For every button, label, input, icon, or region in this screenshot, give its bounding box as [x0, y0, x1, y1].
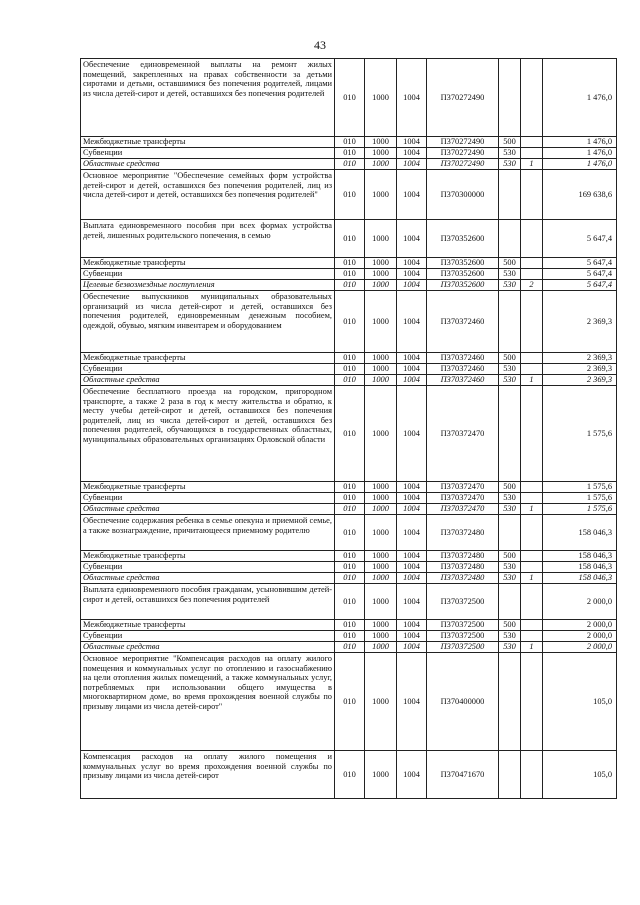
budget-table [80, 58, 617, 799]
row-target-code: П370372460 [427, 364, 499, 375]
row-target-code: П370372480 [427, 551, 499, 562]
row-target-code: П370372460 [427, 353, 499, 364]
row-source-code [521, 584, 543, 620]
row-source-code [521, 170, 543, 220]
row-target-code: П370372480 [427, 562, 499, 573]
row-subsection-code: 1004 [397, 493, 427, 504]
row-ministry-code: 010 [335, 258, 365, 269]
row-ministry-code: 010 [335, 291, 365, 353]
row-expense-type-code [499, 59, 521, 137]
table-row [81, 148, 617, 159]
row-source-code [521, 493, 543, 504]
row-subsection-code: 1004 [397, 159, 427, 170]
row-name: Выплата единовременного пособия гражданам, усыновившим детей-сирот и детей, оставшихся без попечения родителей [81, 584, 335, 620]
table-row [81, 280, 617, 291]
row-target-code: П370372500 [427, 620, 499, 631]
row-amount: 5 647,4 [543, 280, 617, 291]
row-name: Основное мероприятие "Обеспечение семейных форм устройства детей-сирот и детей, оставшихся без попечения родителей, лиц из числа детей-сирот и детей, оставшихся без попечения родителей" [81, 170, 335, 220]
row-subsection-code: 1004 [397, 386, 427, 482]
row-expense-type-code: 500 [499, 482, 521, 493]
row-expense-type-code [499, 386, 521, 482]
row-section-code: 1000 [365, 375, 397, 386]
row-amount: 5 647,4 [543, 258, 617, 269]
row-ministry-code: 010 [335, 280, 365, 291]
row-amount: 1 575,6 [543, 504, 617, 515]
row-section-code: 1000 [365, 59, 397, 137]
table-row [81, 551, 617, 562]
row-ministry-code: 010 [335, 137, 365, 148]
table-row [81, 364, 617, 375]
row-name: Субвенции [81, 562, 335, 573]
row-amount: 158 046,3 [543, 573, 617, 584]
row-ministry-code: 010 [335, 551, 365, 562]
row-name: Областные средства [81, 504, 335, 515]
row-amount: 158 046,3 [543, 562, 617, 573]
row-expense-type-code: 500 [499, 137, 521, 148]
row-amount: 1 476,0 [543, 137, 617, 148]
row-source-code [521, 551, 543, 562]
row-expense-type-code: 500 [499, 353, 521, 364]
row-ministry-code: 010 [335, 59, 365, 137]
row-amount: 2 000,0 [543, 642, 617, 653]
row-section-code: 1000 [365, 137, 397, 148]
row-subsection-code: 1004 [397, 148, 427, 159]
row-subsection-code: 1004 [397, 375, 427, 386]
table-row [81, 258, 617, 269]
row-section-code: 1000 [365, 573, 397, 584]
row-name: Обеспечение содержания ребенка в семье опекуна и приемной семье, а также вознаграждение, причитающееся приемному родителю [81, 515, 335, 551]
row-amount: 105,0 [543, 653, 617, 751]
row-expense-type-code: 530 [499, 159, 521, 170]
row-target-code: П370372480 [427, 573, 499, 584]
row-expense-type-code [499, 653, 521, 751]
row-expense-type-code: 500 [499, 551, 521, 562]
row-amount: 158 046,3 [543, 515, 617, 551]
row-source-code [521, 291, 543, 353]
row-subsection-code: 1004 [397, 551, 427, 562]
row-subsection-code: 1004 [397, 258, 427, 269]
row-source-code: 1 [521, 504, 543, 515]
table-row [81, 653, 617, 751]
table-row [81, 515, 617, 551]
row-ministry-code: 010 [335, 170, 365, 220]
page-number: 43 [314, 38, 326, 52]
row-name: Межбюджетные трансферты [81, 482, 335, 493]
row-name: Обеспечение выпускников муниципальных образовательных организаций из числа детей-сирот и детей, оставшихся без попечения родителей, единовременным денежным пособием, одеждой, обувью, мягким инвентарем и оборудованием [81, 291, 335, 353]
row-amount: 158 046,3 [543, 551, 617, 562]
row-amount: 1 476,0 [543, 148, 617, 159]
table-row [81, 386, 617, 482]
row-name: Субвенции [81, 364, 335, 375]
row-expense-type-code: 530 [499, 269, 521, 280]
table-row [81, 291, 617, 353]
table-row [81, 584, 617, 620]
row-expense-type-code: 530 [499, 493, 521, 504]
row-source-code: 1 [521, 159, 543, 170]
row-expense-type-code [499, 515, 521, 551]
row-source-code: 2 [521, 280, 543, 291]
table-row [81, 159, 617, 170]
row-ministry-code: 010 [335, 493, 365, 504]
row-target-code: П370372470 [427, 482, 499, 493]
row-subsection-code: 1004 [397, 562, 427, 573]
row-subsection-code: 1004 [397, 631, 427, 642]
row-name: Выплата единовременного пособия при всех формах устройства детей, лишенных родительского попечения, в семью [81, 220, 335, 258]
row-section-code: 1000 [365, 653, 397, 751]
row-name: Областные средства [81, 375, 335, 386]
table-row [81, 493, 617, 504]
row-section-code: 1000 [365, 280, 397, 291]
row-source-code [521, 220, 543, 258]
row-target-code: П370272490 [427, 59, 499, 137]
row-source-code [521, 137, 543, 148]
row-target-code: П370272490 [427, 159, 499, 170]
row-subsection-code: 1004 [397, 137, 427, 148]
row-section-code: 1000 [365, 364, 397, 375]
row-section-code: 1000 [365, 551, 397, 562]
row-target-code: П370400000 [427, 653, 499, 751]
row-section-code: 1000 [365, 504, 397, 515]
row-name: Областные средства [81, 159, 335, 170]
row-section-code: 1000 [365, 220, 397, 258]
table-row [81, 631, 617, 642]
row-ministry-code: 010 [335, 642, 365, 653]
row-source-code [521, 258, 543, 269]
row-subsection-code: 1004 [397, 642, 427, 653]
table-row [81, 751, 617, 799]
row-amount: 1 575,6 [543, 493, 617, 504]
row-name: Областные средства [81, 642, 335, 653]
row-ministry-code: 010 [335, 504, 365, 515]
row-name: Обеспечение бесплатного проезда на городском, пригородном транспорте, а также 2 раза в год к месту жительства и обратно, к месту учебы детей-сирот и детей, оставшихся без попечения родителей, лиц из числа детей-сирот и детей, оставшихся без попечения родителей, обучающихся в государственных областных, муниципальных образовательных организациях Орловской области [81, 386, 335, 482]
row-name: Межбюджетные трансферты [81, 353, 335, 364]
row-section-code: 1000 [365, 353, 397, 364]
row-source-code [521, 620, 543, 631]
row-subsection-code: 1004 [397, 364, 427, 375]
row-name: Основное мероприятие "Компенсация расходов на оплату жилого помещения и коммунальных услуг по отоплению и газоснабжению на цели отопления жилых помещений, а также коммунальных услуг, потребляемых при использовании общего имущества в многоквартирном доме, во время прохождения военной службы по призыву лицами из числа детей-сирот" [81, 653, 335, 751]
row-section-code: 1000 [365, 258, 397, 269]
row-section-code: 1000 [365, 631, 397, 642]
row-expense-type-code: 530 [499, 562, 521, 573]
row-ministry-code: 010 [335, 515, 365, 551]
row-expense-type-code: 500 [499, 258, 521, 269]
row-source-code [521, 751, 543, 799]
row-expense-type-code: 530 [499, 631, 521, 642]
row-source-code [521, 353, 543, 364]
row-subsection-code: 1004 [397, 515, 427, 551]
row-name: Межбюджетные трансферты [81, 551, 335, 562]
table-row [81, 573, 617, 584]
row-expense-type-code: 500 [499, 620, 521, 631]
row-amount: 2 369,3 [543, 291, 617, 353]
row-source-code: 1 [521, 375, 543, 386]
row-source-code [521, 631, 543, 642]
row-subsection-code: 1004 [397, 620, 427, 631]
table-row [81, 482, 617, 493]
row-target-code: П370372470 [427, 504, 499, 515]
row-section-code: 1000 [365, 620, 397, 631]
row-amount: 2 000,0 [543, 584, 617, 620]
row-source-code [521, 59, 543, 137]
row-source-code: 1 [521, 573, 543, 584]
row-subsection-code: 1004 [397, 482, 427, 493]
row-expense-type-code: 530 [499, 148, 521, 159]
table-row [81, 220, 617, 258]
row-ministry-code: 010 [335, 482, 365, 493]
row-source-code [521, 364, 543, 375]
row-target-code: П370352600 [427, 269, 499, 280]
row-target-code: П370372500 [427, 584, 499, 620]
row-source-code [521, 562, 543, 573]
row-ministry-code: 010 [335, 269, 365, 280]
row-target-code: П370272490 [427, 148, 499, 159]
row-subsection-code: 1004 [397, 291, 427, 353]
row-name: Субвенции [81, 148, 335, 159]
row-section-code: 1000 [365, 493, 397, 504]
row-amount: 2 369,3 [543, 375, 617, 386]
row-amount: 1 575,6 [543, 386, 617, 482]
row-expense-type-code: 530 [499, 642, 521, 653]
row-target-code: П370352600 [427, 220, 499, 258]
row-name: Межбюджетные трансферты [81, 620, 335, 631]
row-section-code: 1000 [365, 642, 397, 653]
row-ministry-code: 010 [335, 220, 365, 258]
row-amount: 2 369,3 [543, 353, 617, 364]
row-expense-type-code [499, 584, 521, 620]
row-section-code: 1000 [365, 170, 397, 220]
row-target-code: П370352600 [427, 258, 499, 269]
row-section-code: 1000 [365, 515, 397, 551]
row-target-code: П370272490 [427, 137, 499, 148]
row-source-code [521, 653, 543, 751]
row-section-code: 1000 [365, 148, 397, 159]
row-amount: 1 476,0 [543, 59, 617, 137]
table-row [81, 137, 617, 148]
row-section-code: 1000 [365, 584, 397, 620]
row-expense-type-code: 530 [499, 280, 521, 291]
row-ministry-code: 010 [335, 148, 365, 159]
row-subsection-code: 1004 [397, 353, 427, 364]
row-ministry-code: 010 [335, 751, 365, 799]
row-name: Субвенции [81, 493, 335, 504]
row-amount: 1 476,0 [543, 159, 617, 170]
table-row [81, 269, 617, 280]
row-amount: 2 369,3 [543, 364, 617, 375]
row-name: Субвенции [81, 269, 335, 280]
row-expense-type-code: 530 [499, 364, 521, 375]
row-name: Обеспечение единовременной выплаты на ремонт жилых помещений, закрепленных на правах собственности за детьми сиротами и детьми, оставшимися без попечения родителей, лицами из числа детей-сирот и детей, оставшихся без попечения родителей [81, 59, 335, 137]
row-source-code [521, 269, 543, 280]
row-source-code [521, 482, 543, 493]
row-amount: 5 647,4 [543, 220, 617, 258]
row-expense-type-code [499, 220, 521, 258]
row-ministry-code: 010 [335, 364, 365, 375]
row-amount: 2 000,0 [543, 620, 617, 631]
row-section-code: 1000 [365, 269, 397, 280]
row-ministry-code: 010 [335, 573, 365, 584]
row-ministry-code: 010 [335, 375, 365, 386]
row-subsection-code: 1004 [397, 584, 427, 620]
row-expense-type-code [499, 751, 521, 799]
row-subsection-code: 1004 [397, 170, 427, 220]
row-expense-type-code [499, 291, 521, 353]
row-name: Областные средства [81, 573, 335, 584]
row-name: Целевые безвозмездные поступления [81, 280, 335, 291]
row-ministry-code: 010 [335, 353, 365, 364]
row-target-code: П370372480 [427, 515, 499, 551]
table-row [81, 562, 617, 573]
row-amount: 169 638,6 [543, 170, 617, 220]
row-amount: 5 647,4 [543, 269, 617, 280]
table-row [81, 353, 617, 364]
row-target-code: П370352600 [427, 280, 499, 291]
row-section-code: 1000 [365, 562, 397, 573]
row-name: Субвенции [81, 631, 335, 642]
row-expense-type-code: 530 [499, 504, 521, 515]
row-expense-type-code: 530 [499, 573, 521, 584]
row-section-code: 1000 [365, 159, 397, 170]
row-name: Компенсация расходов на оплату жилого помещения и коммунальных услуг во время прохождения военной службы по призыву лицами из числа детей-сирот [81, 751, 335, 799]
row-subsection-code: 1004 [397, 751, 427, 799]
row-target-code: П370372460 [427, 375, 499, 386]
row-target-code: П370372470 [427, 493, 499, 504]
row-target-code: П370372470 [427, 386, 499, 482]
row-subsection-code: 1004 [397, 269, 427, 280]
row-section-code: 1000 [365, 482, 397, 493]
table-row [81, 642, 617, 653]
row-subsection-code: 1004 [397, 280, 427, 291]
row-subsection-code: 1004 [397, 653, 427, 751]
row-section-code: 1000 [365, 386, 397, 482]
row-target-code: П370372460 [427, 291, 499, 353]
row-source-code: 1 [521, 642, 543, 653]
table-row [81, 504, 617, 515]
row-source-code [521, 515, 543, 551]
table-row [81, 59, 617, 137]
row-subsection-code: 1004 [397, 220, 427, 258]
row-target-code: П370471670 [427, 751, 499, 799]
row-source-code [521, 386, 543, 482]
row-ministry-code: 010 [335, 584, 365, 620]
row-ministry-code: 010 [335, 386, 365, 482]
row-amount: 2 000,0 [543, 631, 617, 642]
table-row [81, 375, 617, 386]
row-expense-type-code [499, 170, 521, 220]
row-subsection-code: 1004 [397, 59, 427, 137]
row-section-code: 1000 [365, 291, 397, 353]
row-ministry-code: 010 [335, 159, 365, 170]
row-subsection-code: 1004 [397, 573, 427, 584]
row-ministry-code: 010 [335, 653, 365, 751]
row-amount: 105,0 [543, 751, 617, 799]
table-row [81, 170, 617, 220]
row-name: Межбюджетные трансферты [81, 258, 335, 269]
row-expense-type-code: 530 [499, 375, 521, 386]
row-subsection-code: 1004 [397, 504, 427, 515]
row-target-code: П370300000 [427, 170, 499, 220]
row-name: Межбюджетные трансферты [81, 137, 335, 148]
row-section-code: 1000 [365, 751, 397, 799]
row-amount: 1 575,6 [543, 482, 617, 493]
row-ministry-code: 010 [335, 620, 365, 631]
row-target-code: П370372500 [427, 631, 499, 642]
row-target-code: П370372500 [427, 642, 499, 653]
table-row [81, 620, 617, 631]
row-ministry-code: 010 [335, 631, 365, 642]
row-source-code [521, 148, 543, 159]
row-ministry-code: 010 [335, 562, 365, 573]
